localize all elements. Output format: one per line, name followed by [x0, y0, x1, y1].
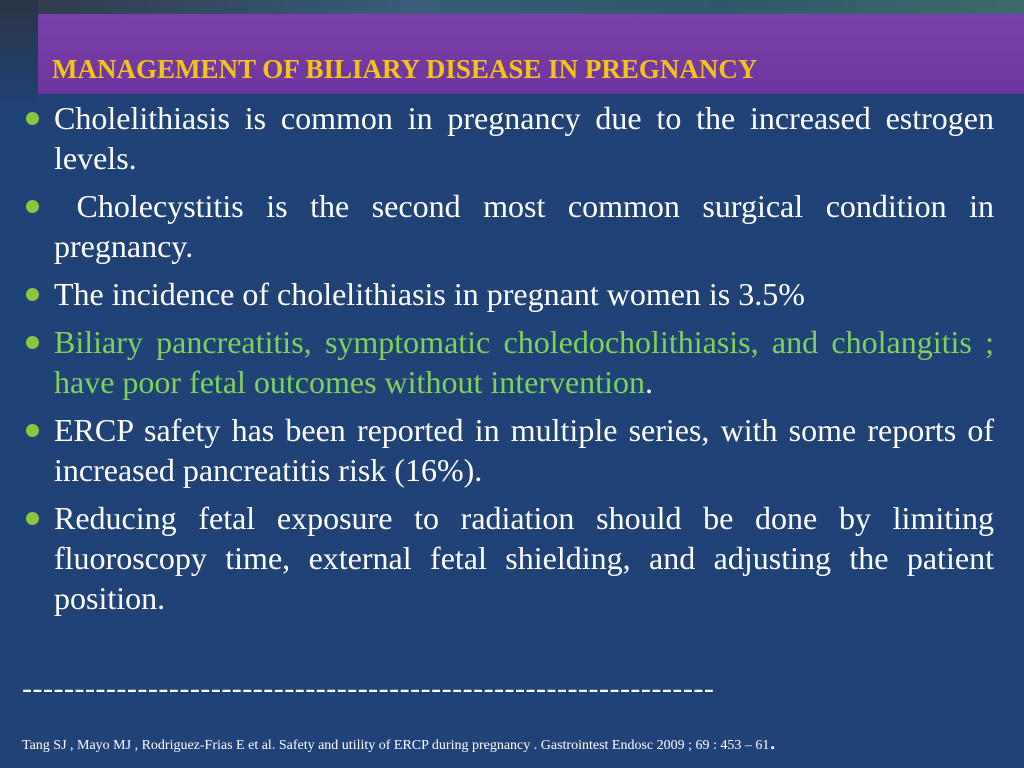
- bullet-text: Cholelithiasis is common in pregnancy due to the increased estrogen levels.: [54, 100, 994, 176]
- separator-line: ------------------------------------------------------------------: [22, 672, 715, 705]
- bullet-dot-icon: [26, 336, 39, 349]
- bullet-item-highlighted: [22, 322, 994, 402]
- top-decoration: [0, 0, 1024, 14]
- bullet-list: [22, 98, 1003, 626]
- bullet-dot-icon: [26, 288, 39, 301]
- citation-text: Tang SJ , Mayo MJ , Rodriguez-Frias E et al. Safety and utility of ERCP during pregnancy . Gastrointest Endosc 2009 ; 69 : 453 – 61: [22, 738, 770, 753]
- bullet-dot-icon: [26, 200, 39, 213]
- bullet-dot-icon: [26, 424, 39, 437]
- bullet-item: [22, 186, 1003, 266]
- bullet-text: Biliary pancreatitis, symptomatic choledocholithiasis, and cholangitis ; have poor fetal outcomes without intervention: [54, 324, 994, 400]
- bullet-item: [22, 498, 994, 618]
- slide-title: MANAGEMENT OF BILIARY DISEASE IN PREGNANCY: [52, 54, 758, 84]
- bullet-item: [22, 410, 994, 490]
- citation-end: .: [769, 726, 776, 755]
- bullet-text: Reducing fetal exposure to radiation should be done by limiting fluoroscopy time, external fetal shielding, and adjusting the patient position.: [54, 500, 994, 616]
- bullet-item: [22, 98, 994, 178]
- bullet-text: Cholecystitis is the second most common surgical condition in pregnancy.: [54, 188, 1003, 264]
- bullet-text: The incidence of cholelithiasis in pregnant women is 3.5%: [54, 276, 805, 312]
- citation: [22, 726, 776, 755]
- bullet-item: [22, 274, 994, 314]
- bullet-tail: .: [644, 364, 653, 400]
- bullet-text: ERCP safety has been reported in multiple series, with some reports of increased pancreatitis risk (16%).: [54, 412, 994, 488]
- bullet-dot-icon: [26, 512, 39, 525]
- left-decoration: [0, 0, 38, 110]
- bullet-dot-icon: [26, 112, 39, 125]
